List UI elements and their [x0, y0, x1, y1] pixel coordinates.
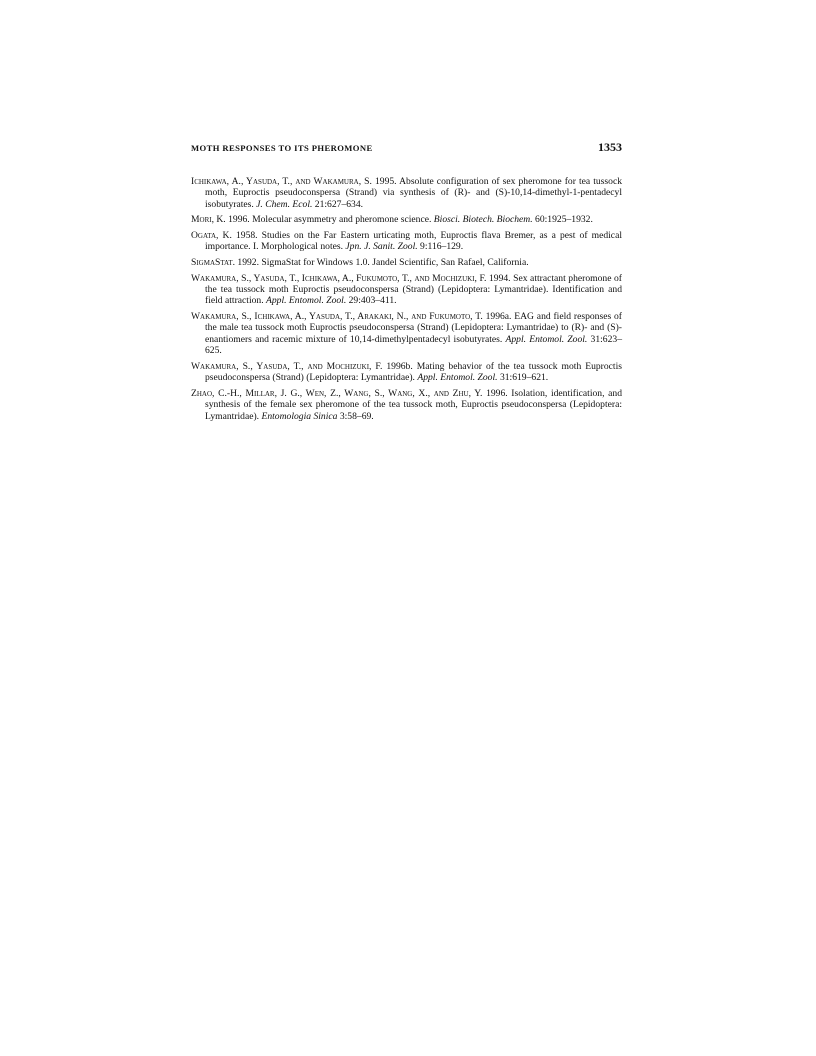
reference-volume-pages: 60:1925–1932. — [532, 214, 593, 226]
page-number: 1353 — [598, 140, 622, 154]
reference-entry — [191, 388, 622, 422]
reference-body: 1958. Studies on the Far Eastern urticating moth, Euproctis flava Bremer, as a pest of medical importance. I. Morphological notes. — [205, 230, 622, 253]
reference-body: 1996. Isolation, identification, and synthesis of the female sex pheromone of the tea tussock moth, Euproctis pseudoconspersa (Lepidoptera: Lymantridae). — [205, 387, 623, 422]
reference-journal: Jpn. J. Sanit. Zool. — [345, 241, 418, 253]
reference-volume-pages: 29:403–411. — [346, 295, 397, 307]
reference-body: 1996a. EAG and field responses of the male tea tussock moth Euproctis pseudoconspersa (Strand) (Lepidoptera: Lymantridae) to (R)- and (S)-enantiomers and racemic mixture of 10,14-dimethylpentadecyl isobutyrates. — [205, 311, 622, 345]
reference-body: 1992. SigmaStat for Windows 1.0. Jandel Scientific, San Rafael, California. — [235, 257, 529, 268]
reference-authors: Ichikawa, A., Yasuda, T., and Wakamura, S. — [191, 176, 372, 187]
reference-entry — [191, 361, 622, 384]
reference-list — [191, 176, 622, 426]
reference-body: 1994. Sex attractant pheromone of the tea tussock moth Euproctis pseudoconspersa (Strand) (Lepidoptera: Lymantridae). Identification and field attraction. — [205, 272, 622, 307]
reference-authors: Ogata, K. — [191, 230, 232, 241]
reference-journal: Appl. Entomol. Zool. — [505, 333, 588, 345]
reference-entry — [191, 176, 622, 210]
reference-entry — [191, 230, 622, 253]
reference-body: 1996. Molecular asymmetry and pheromone science. — [225, 214, 434, 226]
reference-volume-pages: 3:58–69. — [337, 410, 374, 422]
reference-volume-pages: 31:623–625. — [205, 333, 622, 357]
reference-authors: Wakamura, S., Yasuda, T., Ichikawa, A., Fukumoto, T., and Mochizuki, F. — [191, 272, 487, 284]
reference-volume-pages: 9:116–129. — [417, 241, 464, 253]
reference-journal: Appl. Entomol. Zool. — [417, 372, 498, 384]
reference-authors: Zhao, C.-H., Millar, J. G., Wen, Z., Wang, S., Wang, X., and Zhu, Y. — [191, 387, 483, 399]
reference-volume-pages: 31:619–621. — [497, 372, 549, 384]
reference-entry — [191, 257, 622, 268]
reference-entry — [191, 273, 622, 307]
reference-body: 1996b. Mating behavior of the tea tussock moth Euproctis pseudoconspersa (Strand) (Lepidoptera: Lymantridae). — [205, 360, 622, 384]
reference-journal: J. Chem. Ecol. — [256, 198, 313, 210]
reference-journal: Entomologia Sinica — [261, 410, 338, 422]
reference-body: 1995. Absolute configuration of sex pheromone for tea tussock moth, Euproctis pseudoconspersa (Strand) via synthesis of (R)- and (S)-10,14-dimethyl-1-pentadecyl isobutyrates. — [205, 176, 622, 210]
reference-authors: SigmaStat. — [191, 257, 236, 268]
page-header — [191, 140, 622, 155]
reference-authors: Wakamura, S., Yasuda, T., and Mochizuki, F. — [191, 360, 383, 372]
reference-journal: Appl. Entomol. Zool. — [266, 295, 347, 307]
reference-entry — [191, 214, 622, 225]
reference-authors: Mori, K. — [191, 214, 226, 226]
reference-authors: Wakamura, S., Ichikawa, A., Yasuda, T., Arakaki, N., and Fukumoto, T. — [191, 311, 483, 322]
running-title: MOTH RESPONSES TO ITS PHEROMONE — [191, 143, 373, 153]
reference-volume-pages: 21:627–634. — [312, 198, 364, 210]
reference-entry — [191, 311, 622, 357]
reference-journal: Biosci. Biotech. Biochem. — [433, 214, 533, 226]
